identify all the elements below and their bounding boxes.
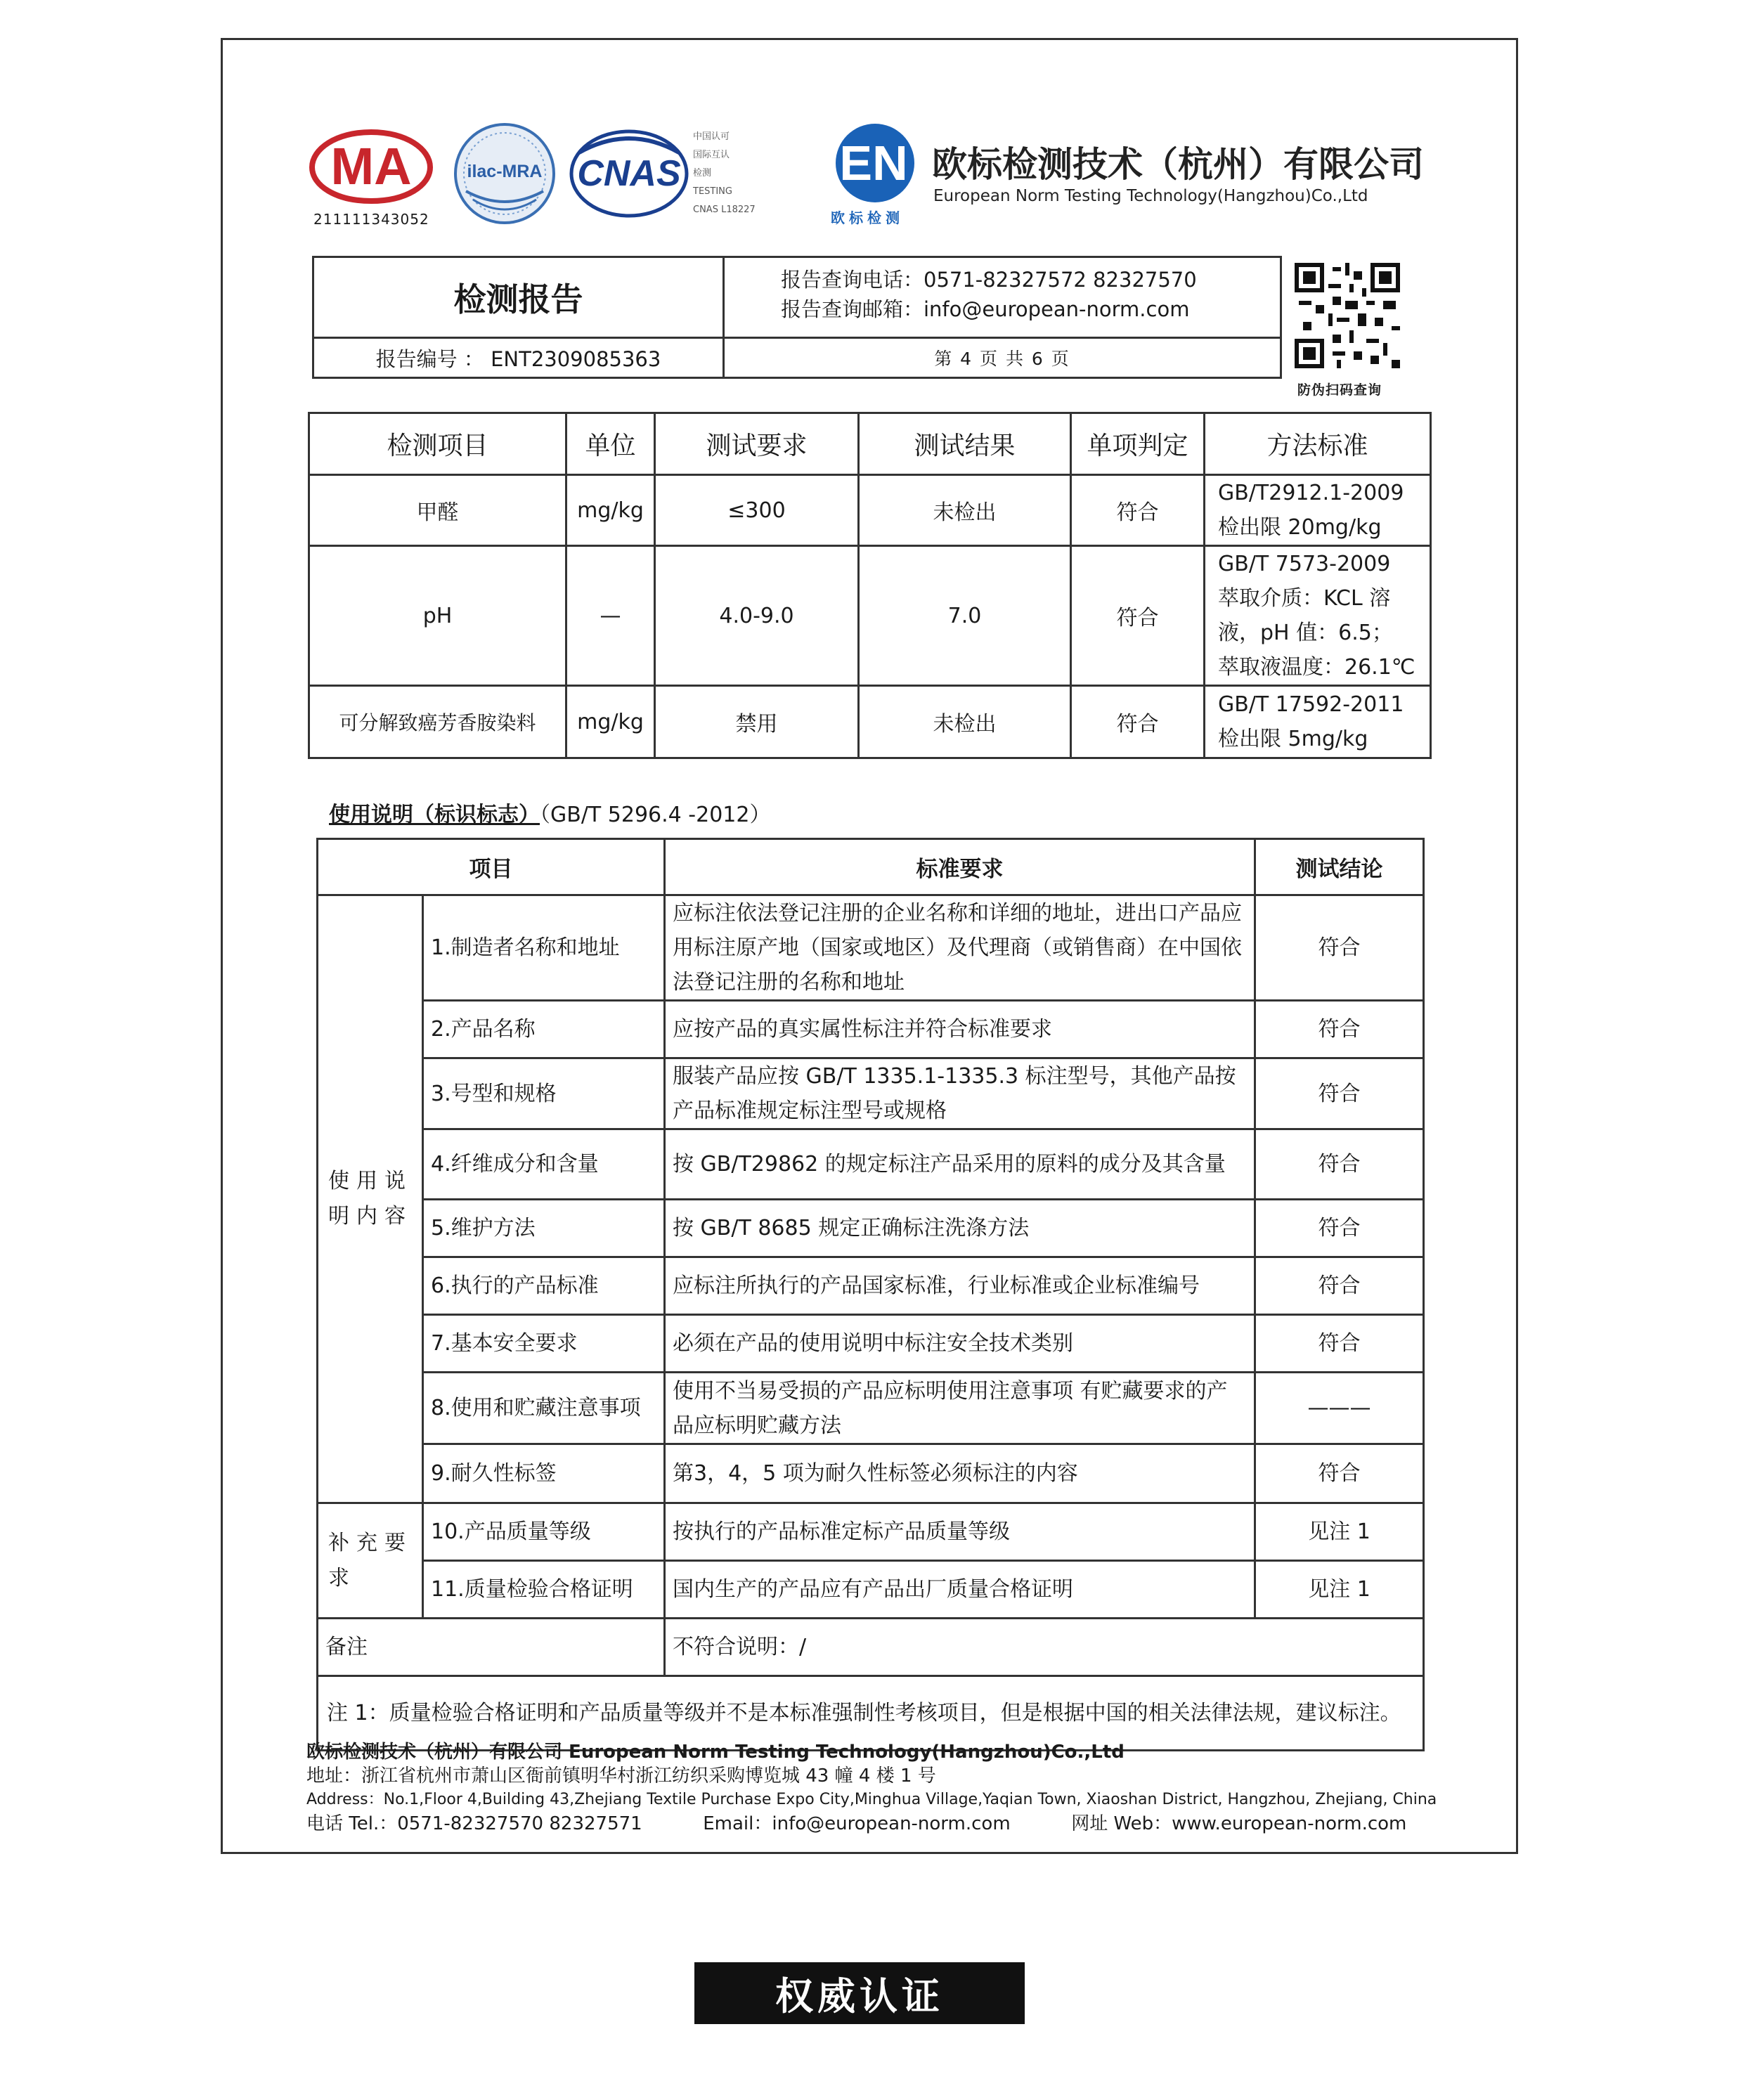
- test-requirement: 禁用: [655, 686, 859, 758]
- test-result: 未检出: [859, 686, 1071, 758]
- report-header: [312, 256, 1282, 379]
- test-result: 未检出: [859, 475, 1071, 546]
- usage-conclusion: 符合: [1255, 1444, 1424, 1503]
- method-line: GB/T 7573-2009: [1218, 552, 1391, 576]
- usage-conclusion: 符合: [1255, 895, 1424, 1001]
- usage-item: 8.使用和贮藏注意事项: [423, 1373, 665, 1444]
- table-row: [318, 1001, 1424, 1058]
- table-header-row: [309, 413, 1431, 475]
- usage-item: 11.质量检验合格证明: [423, 1561, 665, 1619]
- cnas-side-line: 国际互认: [693, 150, 730, 160]
- method-line: GB/T 17592-2011: [1218, 692, 1404, 717]
- en-brand-logo: [829, 121, 921, 205]
- cma-number: 211111343052: [313, 211, 429, 228]
- ilac-mra-logo: [452, 121, 557, 226]
- test-item: 甲醛: [309, 475, 566, 546]
- usage-conclusion: 符合: [1255, 1001, 1424, 1058]
- footer-web: 网址 Web：www.european-norm.com: [1071, 1813, 1407, 1834]
- table-row: [309, 475, 1431, 546]
- test-method: [1205, 546, 1431, 686]
- table-header-row: [318, 839, 1424, 895]
- usage-item: 2.产品名称: [423, 1001, 665, 1058]
- svg-text:CNAS: CNAS: [577, 153, 681, 194]
- document-footer: [306, 1740, 1437, 1836]
- usage-item: 10.产品质量等级: [423, 1503, 665, 1561]
- table-row: [318, 895, 1424, 1001]
- report-contact: [725, 265, 1280, 324]
- group-label: 使用说明内容: [318, 895, 423, 1503]
- usage-conclusion: 符合: [1255, 1200, 1424, 1257]
- method-line: GB/T2912.1-2009: [1218, 481, 1404, 505]
- usage-item: 3.号型和规格: [423, 1058, 665, 1129]
- usage-conclusion: 符合: [1255, 1129, 1424, 1200]
- report-title: 检测报告: [314, 258, 725, 337]
- usage-requirement: 按 GB/T29862 的规定标注产品采用的原料的成分及其含量: [665, 1129, 1255, 1200]
- usage-item: 5.维护方法: [423, 1200, 665, 1257]
- usage-title: 使用说明（标识标志）: [329, 803, 540, 827]
- test-judgement: 符合: [1071, 546, 1205, 686]
- cnas-accreditation-text: [693, 128, 756, 219]
- logo-strip: [308, 121, 1432, 233]
- remark-row: [318, 1619, 1424, 1676]
- usage-conclusion: 符合: [1255, 1257, 1424, 1315]
- table-row: [318, 1444, 1424, 1503]
- footer-contacts: [306, 1812, 1437, 1836]
- usage-requirement: 按执行的产品标准定标产品质量等级: [665, 1503, 1255, 1561]
- en-brand-subtitle: 欧标检测: [831, 209, 904, 226]
- svg-text:EN: EN: [839, 136, 908, 190]
- footer-company: 欧标检测技术（杭州）有限公司 European Norm Testing Technology(Hangzhou)Co.,Ltd: [306, 1742, 1125, 1763]
- usage-item: 9.耐久性标签: [423, 1444, 665, 1503]
- table-row: [309, 546, 1431, 686]
- usage-item: 6.执行的产品标准: [423, 1257, 665, 1315]
- authority-badge: 权威认证: [694, 1962, 1025, 2024]
- cnas-side-line: CNAS L18227: [693, 205, 756, 215]
- column-header: 单位: [566, 413, 655, 475]
- usage-standard: （GB/T 5296.4 -2012）: [540, 803, 771, 827]
- method-line: 液，pH 值：6.5；: [1218, 621, 1393, 645]
- cnas-side-line: TESTING: [693, 186, 732, 197]
- table-row: [318, 1315, 1424, 1373]
- table-row: [318, 1200, 1424, 1257]
- note-text: 注 1：质量检验合格证明和产品质量等级并不是本标准强制性考核项目，但是根据中国的相关法律法规，建议标注。: [318, 1676, 1424, 1751]
- company-name-en: European Norm Testing Technology(Hangzhou)Co.,Ltd: [933, 187, 1368, 205]
- table-row: [318, 1561, 1424, 1619]
- report-number: 报告编号 ： ENT2309085363: [314, 339, 725, 377]
- usage-requirement: 应按产品的真实属性标注并符合标准要求: [665, 1001, 1255, 1058]
- remark-value: 不符合说明：/: [665, 1619, 1424, 1676]
- test-requirement: 4.0-9.0: [655, 546, 859, 686]
- test-method: [1205, 686, 1431, 758]
- qr-caption: 防伪扫码查询: [1297, 382, 1382, 398]
- report-phone: 报告查询电话：0571-82327572 82327570: [781, 268, 1197, 292]
- usage-conclusion: 符合: [1255, 1058, 1424, 1129]
- table-row: [318, 1058, 1424, 1129]
- footer-email: Email：info@european-norm.com: [703, 1813, 1011, 1834]
- note-row: [318, 1676, 1424, 1751]
- usage-conclusion: 见注 1: [1255, 1503, 1424, 1561]
- table-row: [318, 1503, 1424, 1561]
- column-header: 单项判定: [1071, 413, 1205, 475]
- svg-text:ilac-MRA: ilac-MRA: [467, 162, 543, 181]
- usage-conclusion: 符合: [1255, 1315, 1424, 1373]
- method-line: 检出限 5mg/kg: [1218, 727, 1368, 751]
- table-row: [318, 1257, 1424, 1315]
- footer-address-cn: 地址：浙江省杭州市萧山区衙前镇明华村浙江纺织采购博览城 43 幢 4 楼 1 号: [306, 1765, 936, 1787]
- test-unit: mg/kg: [566, 686, 655, 758]
- column-header: 方法标准: [1205, 413, 1431, 475]
- usage-requirement: 国内生产的产品应有产品出厂质量合格证明: [665, 1561, 1255, 1619]
- usage-requirement: 应标注所执行的产品国家标准，行业标准或企业标准编号: [665, 1257, 1255, 1315]
- column-header: 测试结论: [1255, 839, 1424, 895]
- svg-text:MA: MA: [330, 137, 412, 195]
- column-header: 检测项目: [309, 413, 566, 475]
- test-judgement: 符合: [1071, 686, 1205, 758]
- method-line: 检出限 20mg/kg: [1218, 515, 1382, 540]
- test-method: [1205, 475, 1431, 546]
- usage-requirement: 服装产品应按 GB/T 1335.1-1335.3 标注型号，其他产品按产品标准规定标注型号或规格: [665, 1058, 1255, 1129]
- usage-requirement: 使用不当易受损的产品应标明使用注意事项 有贮藏要求的产品应标明贮藏方法: [665, 1373, 1255, 1444]
- test-unit: mg/kg: [566, 475, 655, 546]
- method-line: 萃取介质：KCL 溶: [1218, 586, 1391, 611]
- usage-item: 1.制造者名称和地址: [423, 895, 665, 1001]
- usage-requirement: 按 GB/T 8685 规定正确标注洗涤方法: [665, 1200, 1255, 1257]
- table-row: [309, 686, 1431, 758]
- usage-item: 7.基本安全要求: [423, 1315, 665, 1373]
- test-requirement: ≤300: [655, 475, 859, 546]
- method-line: 萃取液温度：26.1℃: [1218, 655, 1415, 680]
- test-item: 可分解致癌芳香胺染料: [309, 686, 566, 758]
- usage-section-title: [329, 797, 770, 828]
- column-header: 标准要求: [665, 839, 1255, 895]
- qr-code: [1295, 263, 1400, 368]
- usage-requirement: 应标注依法登记注册的企业名称和详细的地址，进出口产品应用标注原产地（国家或地区）及代理商（或销售商）在中国依法登记注册的名称和地址: [665, 895, 1255, 1001]
- test-results-table: [308, 412, 1432, 759]
- footer-address-en: Address：No.1,Floor 4,Building 43,Zhejiang Textile Purchase Expo City,Minghua Village,Yaqian Town, Xiaoshan District, Hangzhou, Zhejiang, China: [306, 1791, 1437, 1808]
- test-result: 7.0: [859, 546, 1071, 686]
- test-unit: —: [566, 546, 655, 686]
- usage-conclusion: ———: [1255, 1373, 1424, 1444]
- cnas-side-line: 检测: [693, 168, 712, 179]
- usage-requirement: 第3，4，5 项为耐久性标签必须标注的内容: [665, 1444, 1255, 1503]
- footer-tel: 电话 Tel.：0571-82327570 82327571: [306, 1813, 642, 1834]
- company-name-cn: 欧标检测技术（杭州）有限公司: [932, 144, 1424, 185]
- column-header: 测试要求: [655, 413, 859, 475]
- table-row: [318, 1129, 1424, 1200]
- group-label: 补充要求: [318, 1503, 423, 1619]
- table-row: [318, 1373, 1424, 1444]
- usage-requirement: 必须在产品的使用说明中标注安全技术类别: [665, 1315, 1255, 1373]
- test-judgement: 符合: [1071, 475, 1205, 546]
- page-indicator: 第 4 页 共 6 页: [934, 349, 1070, 369]
- report-email: 报告查询邮箱：info@european-norm.com: [781, 297, 1190, 321]
- remark-label: 备注: [318, 1619, 665, 1676]
- cnas-logo: [569, 128, 689, 219]
- column-header: 测试结果: [859, 413, 1071, 475]
- usage-conclusion: 见注 1: [1255, 1561, 1424, 1619]
- cma-logo: [308, 128, 434, 205]
- usage-label-table: [316, 838, 1425, 1751]
- test-item: pH: [309, 546, 566, 686]
- cnas-side-line: 中国认可: [693, 131, 730, 142]
- column-header: 项目: [318, 839, 665, 895]
- usage-item: 4.纤维成分和含量: [423, 1129, 665, 1200]
